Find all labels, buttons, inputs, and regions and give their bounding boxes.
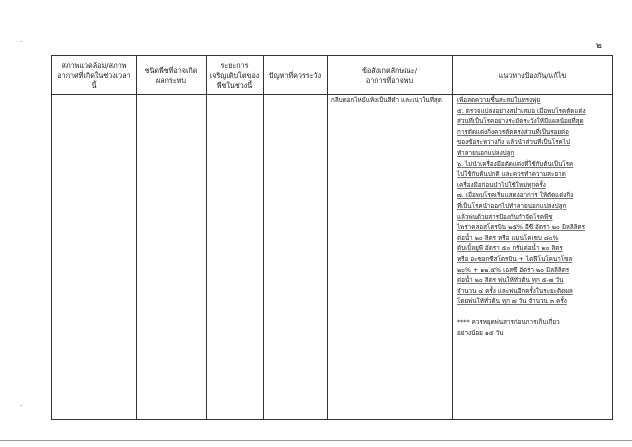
margin-dot: · xyxy=(20,402,23,410)
column-divider xyxy=(452,56,453,419)
solution-line: ไปใช้กับต้นปกติ และควรทำความสะอาด xyxy=(457,171,566,179)
symptoms-cell xyxy=(331,96,451,107)
header-symptoms: ข้อสังเกตลักษณะ/ อาการที่อาจพบ xyxy=(361,65,418,85)
solution-line: ดับเบิ้ลยูพี อัตรา ๕๐ กรัมต่อน้ำ ๒๐ ลิตร xyxy=(457,245,563,253)
header-environment: สภาพแวดล้อม/สภาพ อากาศที่เกิดในช่วงเวลานี้ xyxy=(57,60,131,90)
solution-line: โดยพ่นให้ทั่วต้น ทุก ๗ วัน จำนวน ๓ ครั้ง xyxy=(457,298,567,306)
header-solutions: แนวทางป้องกัน/แก้ไข xyxy=(498,70,567,80)
column-divider xyxy=(263,56,264,419)
header-problems: ปัญหาที่ควรระวัง xyxy=(268,70,322,80)
solution-line: ๖. ไม่นำเครื่องมือตัดแต่งที่ใช้กับต้นเป็นโรค xyxy=(457,160,574,168)
solution-line: หรือ อะซอกซีสโตรบิน + ไดฟีโนโคนาโซล xyxy=(457,255,573,263)
solution-line: แล้วพ่นด้วยสารป้องกันกำจัดโรคพืช xyxy=(457,213,553,221)
solution-line: ๕. ตรวจแปลงอย่างสม่ำเสมอ เมื่อพบโรคตัดแต่ง xyxy=(457,107,586,115)
solution-line: ต่อน้ำ ๒๐ ลิตร พ่นให้ทั่วต้น ทุก ๕-๗ วัน xyxy=(457,277,564,285)
column-divider xyxy=(206,56,207,419)
header-growth-stage: ระยะการ เจริญเติบโตของ พืชในช่วงนี้ xyxy=(209,60,260,90)
solution-line: ของข้อระหว่างกิ่ง แล้วนำส่วนที่เป็นโรคไป xyxy=(457,139,570,147)
solution-line: การตัดแต่งกิ่งควรตัดตรงส่วนที่เป็นรอยต่อ xyxy=(457,128,569,136)
solution-line: ๗. เมื่อพบโรคเริ่มแสดงอาการ ให้ตัดแต่งกิ่ง xyxy=(457,192,574,200)
solution-line: ทำลายนอกแปลงปลูก xyxy=(457,149,515,157)
solution-line: เพื่อลดความชื้นสะสมในทรงพุ่ม xyxy=(457,97,541,104)
solutions-cell xyxy=(457,96,611,340)
page-number: ๒ xyxy=(596,41,602,51)
symptom-line: กลีบดอกไหม้แห้งเป็นสีดำ และเน่าในที่สุด xyxy=(331,97,442,104)
solution-line: อย่างน้อย ๑๕ วัน xyxy=(457,330,504,338)
margin-dot: · xyxy=(20,38,23,46)
solution-line: **** ควรหยุดพ่นสารก่อนการเก็บเกี่ยว xyxy=(457,319,560,327)
column-divider xyxy=(136,56,137,419)
solution-line: ส่วนที่เป็นโรคอย่างระมัดระวังให้มีแผลน้อยที่สุด xyxy=(457,118,584,126)
solution-line: เครื่องมือก่อนนำไปใช้ใหม่ทุกครั้ง xyxy=(457,181,546,189)
solution-line: ที่เป็นโรคนำออกไปทำลายนอกแปลงปลูก xyxy=(457,202,567,210)
solution-line: ๒๐% + ๑๒.๕% เอสซี อัตรา ๒๐ มิลลิลิตร xyxy=(457,266,570,274)
bottom-rule xyxy=(0,440,632,441)
solution-line: ต่อน้ำ ๒๐ ลิตร หรือ แมนโคเซบ ๘๐% xyxy=(457,234,559,242)
solution-line: ไพราคลอสโตรบิน ๒๕% อีซี อัตรา ๒๐ มิลลิลิตร xyxy=(457,224,586,232)
column-divider xyxy=(327,56,328,419)
header-plant-type: ชนิดพืชที่อาจเกิด ผลกระทบ xyxy=(144,65,198,85)
solution-spacer xyxy=(457,308,611,319)
guidance-table xyxy=(51,55,613,420)
solution-line: จำนวน ๔ ครั้ง และพ่นอีกครั้งในระยะติดผล xyxy=(457,287,573,295)
